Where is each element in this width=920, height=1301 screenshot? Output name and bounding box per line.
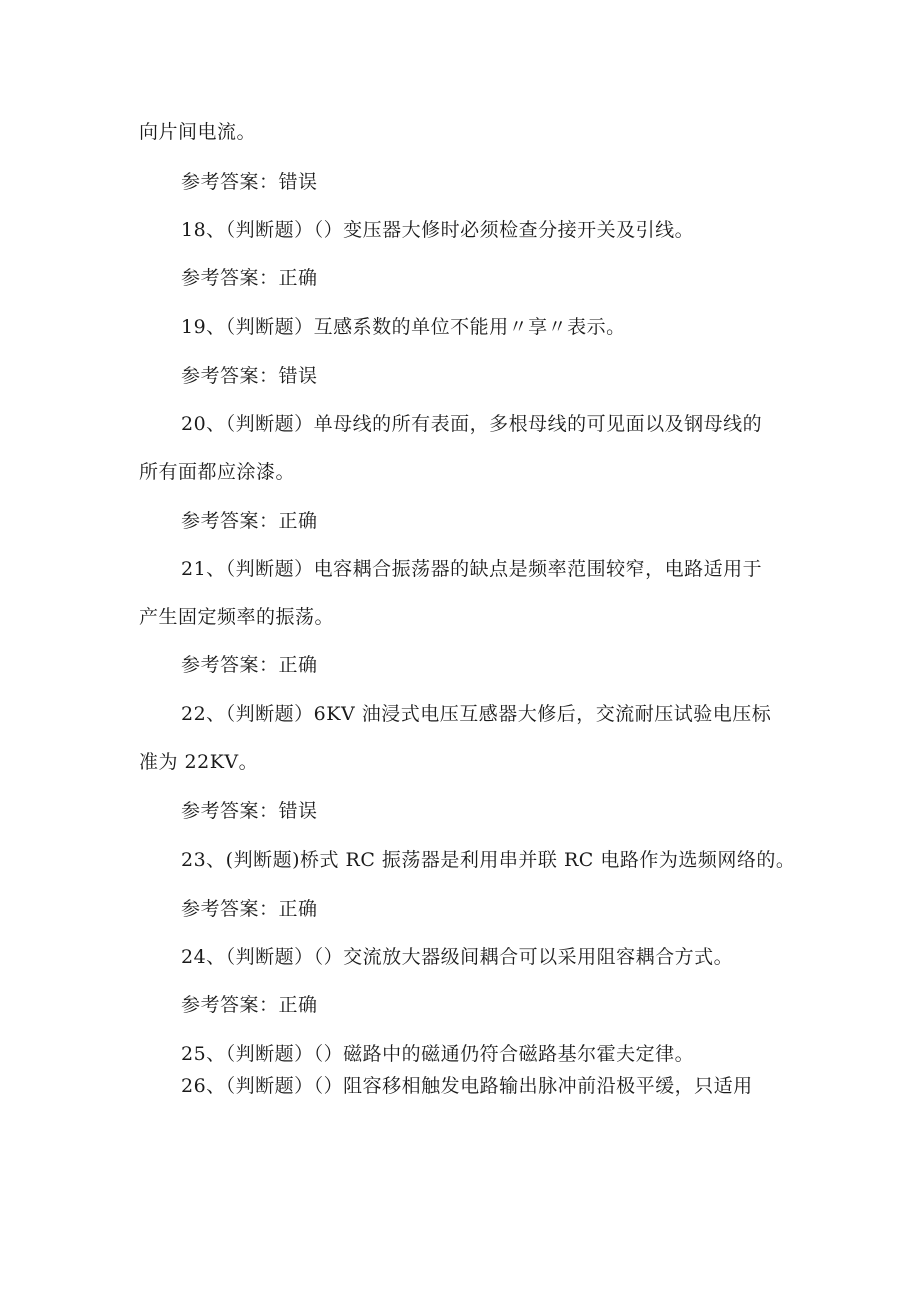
question-25: 25、（判断题）（）磁路中的磁通仍符合磁路基尔霍夫定律。 <box>181 1043 695 1065</box>
question-20: 20、（判断题）单母线的所有表面，多根母线的可见面以及钢母线的 <box>181 413 763 435</box>
answer-line: 参考答案：正确 <box>181 654 318 676</box>
question-23: 23、(判断题)桥式 RC 振荡器是利用串并联 RC 电路作为选频网络的。 <box>181 849 796 871</box>
answer-line: 参考答案：正确 <box>181 994 318 1016</box>
answer-line: 参考答案：正确 <box>181 267 318 289</box>
answer-line: 参考答案：正确 <box>181 510 318 532</box>
question-18: 18、（判断题）（）变压器大修时必须检查分接开关及引线。 <box>181 219 695 241</box>
question-21: 21、（判断题）电容耦合振荡器的缺点是频率范围较窄，电路适用于 <box>181 558 763 580</box>
question-continuation: 所有面都应涂漆。 <box>139 461 296 483</box>
answer-line: 参考答案：错误 <box>181 171 318 193</box>
answer-line: 参考答案：错误 <box>181 800 318 822</box>
question-24: 24、（判断题）（）交流放大器级间耦合可以采用阻容耦合方式。 <box>181 946 734 968</box>
question-26: 26、（判断题）（）阻容移相触发电路输出脉冲前沿极平缓，只适用 <box>181 1075 753 1097</box>
question-continuation: 准为 22KV。 <box>139 751 259 773</box>
question-continuation: 产生固定频率的振荡。 <box>139 606 335 628</box>
question-22: 22、（判断题）6KV 油浸式电压互感器大修后，交流耐压试验电压标 <box>181 703 772 725</box>
question-19: 19、（判断题）互感系数的单位不能用〃享〃表示。 <box>181 316 626 338</box>
question-continuation: 向片间电流。 <box>139 121 257 143</box>
answer-line: 参考答案：错误 <box>181 365 318 387</box>
answer-line: 参考答案：正确 <box>181 898 318 920</box>
